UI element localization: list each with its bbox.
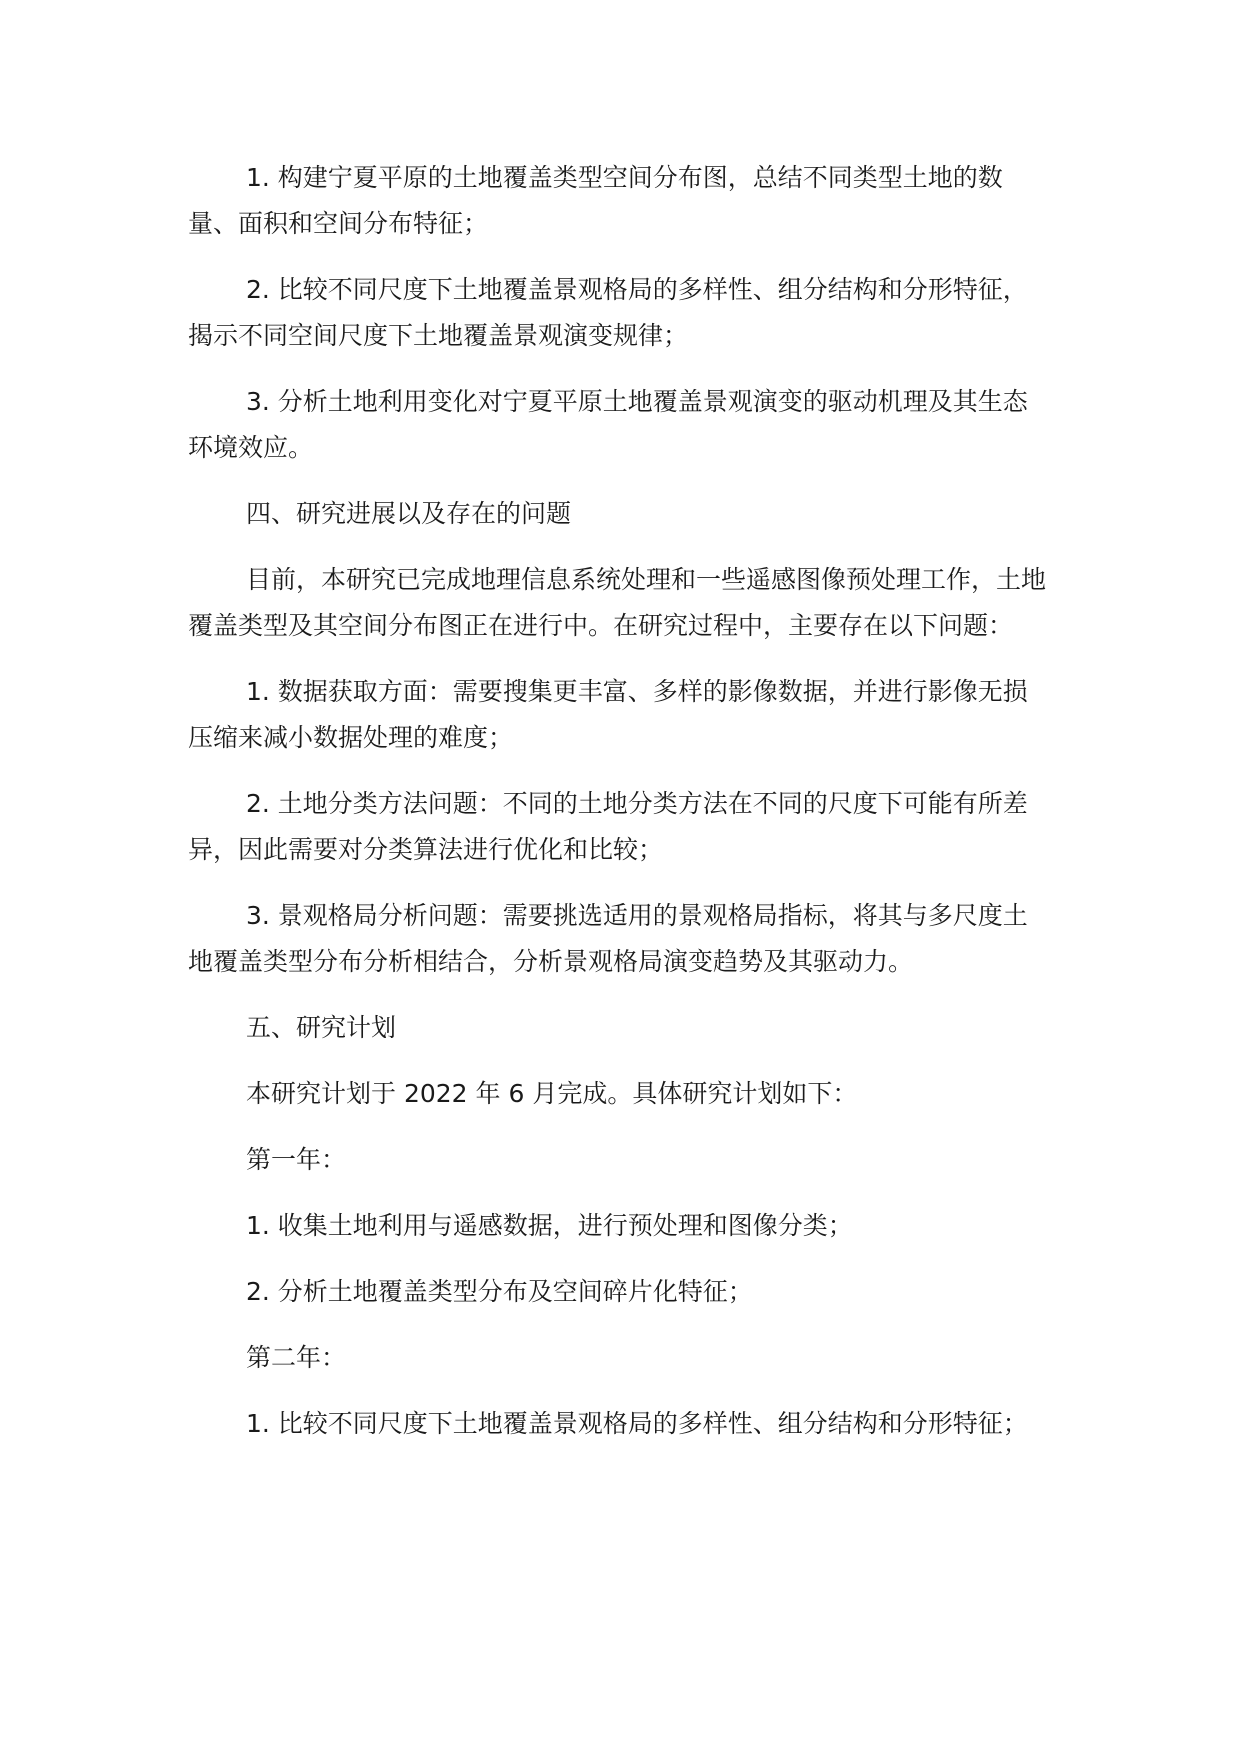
problem-2: 2. 土地分类方法问题：不同的土地分类方法在不同的尺度下可能有所差异，因此需要对分类算法进行优化和比较； (188, 789, 1028, 864)
plan-year-2-heading: 第二年： (246, 1343, 347, 1372)
document-body (188, 155, 1048, 1467)
plan-year-1-heading: 第一年： (246, 1145, 347, 1174)
plan-year-2-item-1: 1. 比较不同尺度下土地覆盖景观格局的多样性、组分结构和分形特征； (246, 1409, 1028, 1438)
section-heading-progress: 四、研究进展以及存在的问题 (246, 499, 572, 528)
progress-summary: 目前，本研究已完成地理信息系统处理和一些遥感图像预处理工作，土地覆盖类型及其空间分布图正在进行中。在研究过程中，主要存在以下问题： (188, 565, 1047, 640)
objective-1: 1. 构建宁夏平原的土地覆盖类型空间分布图，总结不同类型土地的数量、面积和空间分布特征； (188, 163, 1003, 238)
plan-summary: 本研究计划于 2022 年 6 月完成。具体研究计划如下： (246, 1079, 858, 1108)
problem-3: 3. 景观格局分析问题：需要挑选适用的景观格局指标，将其与多尺度土地覆盖类型分布分析相结合，分析景观格局演变趋势及其驱动力。 (188, 901, 1028, 976)
problem-1: 1. 数据获取方面：需要搜集更丰富、多样的影像数据，并进行影像无损压缩来减小数据处理的难度； (188, 677, 1028, 752)
section-heading-plan: 五、研究计划 (246, 1013, 397, 1042)
objective-2: 2. 比较不同尺度下土地覆盖景观格局的多样性、组分结构和分形特征，揭示不同空间尺度下土地覆盖景观演变规律； (188, 275, 1028, 350)
plan-year-1-item-2: 2. 分析土地覆盖类型分布及空间碎片化特征； (246, 1277, 753, 1306)
objective-3: 3. 分析土地利用变化对宁夏平原土地覆盖景观演变的驱动机理及其生态环境效应。 (188, 387, 1028, 462)
plan-year-1-item-1: 1. 收集土地利用与遥感数据，进行预处理和图像分类； (246, 1211, 853, 1240)
